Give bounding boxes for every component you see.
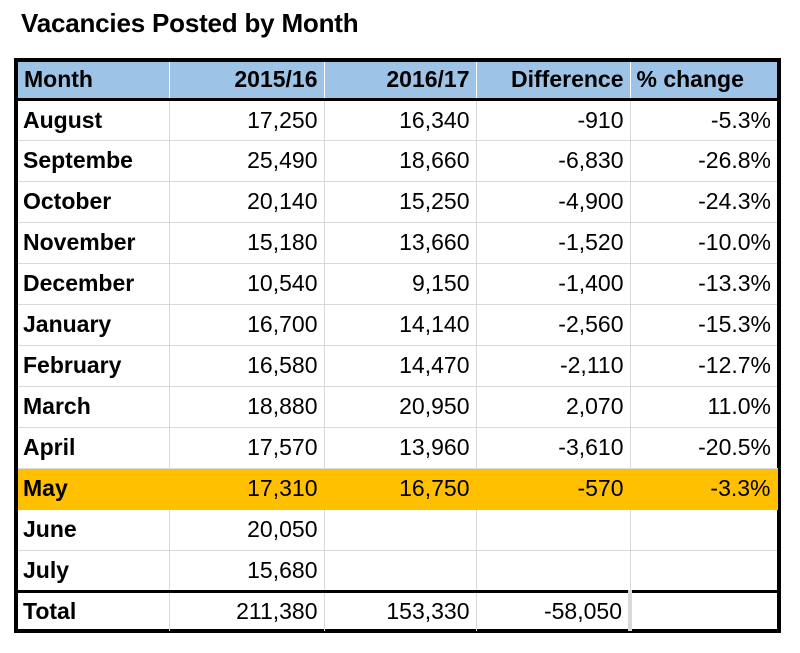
cell-percent-change: -13.3% [630,263,777,304]
cell-percent-change: -24.3% [630,181,777,222]
table-row [18,304,777,345]
cell-2016-17: 20,950 [324,386,476,427]
cell-difference: -2,110 [476,345,630,386]
table-row [18,222,777,263]
cell-2015-16: 10,540 [169,263,324,304]
cell-month: January [18,304,169,345]
table-row [18,263,777,304]
cell-month: June [18,509,169,550]
cell-2015-16: 15,180 [169,222,324,263]
cell-2016-17: 15,250 [324,181,476,222]
vacancies-table [18,62,778,631]
total-percent-change [630,591,777,631]
cell-month: April [18,427,169,468]
cell-difference: 2,070 [476,386,630,427]
table-row [18,550,777,591]
table-row [18,181,777,222]
cell-month: October [18,181,169,222]
cell-difference: -4,900 [476,181,630,222]
cell-percent-change: 11.0% [630,386,777,427]
cell-difference: -1,400 [476,263,630,304]
cell-difference [476,550,630,591]
table-row [18,509,777,550]
total-label: Total [18,591,169,631]
cell-2015-16: 25,490 [169,140,324,181]
cell-2016-17: 18,660 [324,140,476,181]
cell-percent-change: -12.7% [630,345,777,386]
cell-month: November [18,222,169,263]
column-header-2016-17: 2016/17 [324,62,476,99]
cell-2016-17: 14,470 [324,345,476,386]
cell-2016-17: 13,660 [324,222,476,263]
cell-month: August [18,99,169,140]
table-header-row [18,62,777,99]
table-body [18,99,777,591]
cell-2015-16: 17,250 [169,99,324,140]
table-row [18,468,777,509]
cell-percent-change [630,509,777,550]
cell-percent-change: -5.3% [630,99,777,140]
cell-2016-17: 14,140 [324,304,476,345]
cell-percent-change: -20.5% [630,427,777,468]
cell-2015-16: 15,680 [169,550,324,591]
table-row [18,140,777,181]
cell-2015-16: 20,050 [169,509,324,550]
table-row [18,386,777,427]
cell-month: March [18,386,169,427]
cell-percent-change: -15.3% [630,304,777,345]
total-difference: -58,050 [476,591,630,631]
table-row [18,345,777,386]
cell-month: May [18,468,169,509]
column-header-2015-16: 2015/16 [169,62,324,99]
column-header-percent-change: % change [630,62,777,99]
column-header-month: Month [18,62,169,99]
total-2015-16: 211,380 [169,591,324,631]
cell-2015-16: 16,700 [169,304,324,345]
cell-difference [476,509,630,550]
cell-2015-16: 16,580 [169,345,324,386]
cell-difference: -910 [476,99,630,140]
table-row [18,99,777,140]
table-row [18,427,777,468]
cell-percent-change: -26.8% [630,140,777,181]
cell-difference: -3,610 [476,427,630,468]
cell-difference: -1,520 [476,222,630,263]
cell-2016-17: 16,750 [324,468,476,509]
cell-percent-change [630,550,777,591]
cell-2016-17: 16,340 [324,99,476,140]
cell-month: December [18,263,169,304]
cell-difference: -2,560 [476,304,630,345]
column-header-difference: Difference [476,62,630,99]
page-title: Vacancies Posted by Month [21,8,359,38]
vacancies-table-container [14,58,781,633]
cell-2016-17 [324,550,476,591]
cell-month: Septembe [18,140,169,181]
total-row [18,591,777,631]
cell-month: February [18,345,169,386]
cell-2016-17: 9,150 [324,263,476,304]
cell-2016-17: 13,960 [324,427,476,468]
cell-difference: -6,830 [476,140,630,181]
cell-percent-change: -3.3% [630,468,777,509]
cell-2015-16: 20,140 [169,181,324,222]
cell-2015-16: 17,570 [169,427,324,468]
cell-percent-change: -10.0% [630,222,777,263]
cell-difference: -570 [476,468,630,509]
cell-2016-17 [324,509,476,550]
cell-month: July [18,550,169,591]
total-2016-17: 153,330 [324,591,476,631]
cell-2015-16: 17,310 [169,468,324,509]
cell-2015-16: 18,880 [169,386,324,427]
